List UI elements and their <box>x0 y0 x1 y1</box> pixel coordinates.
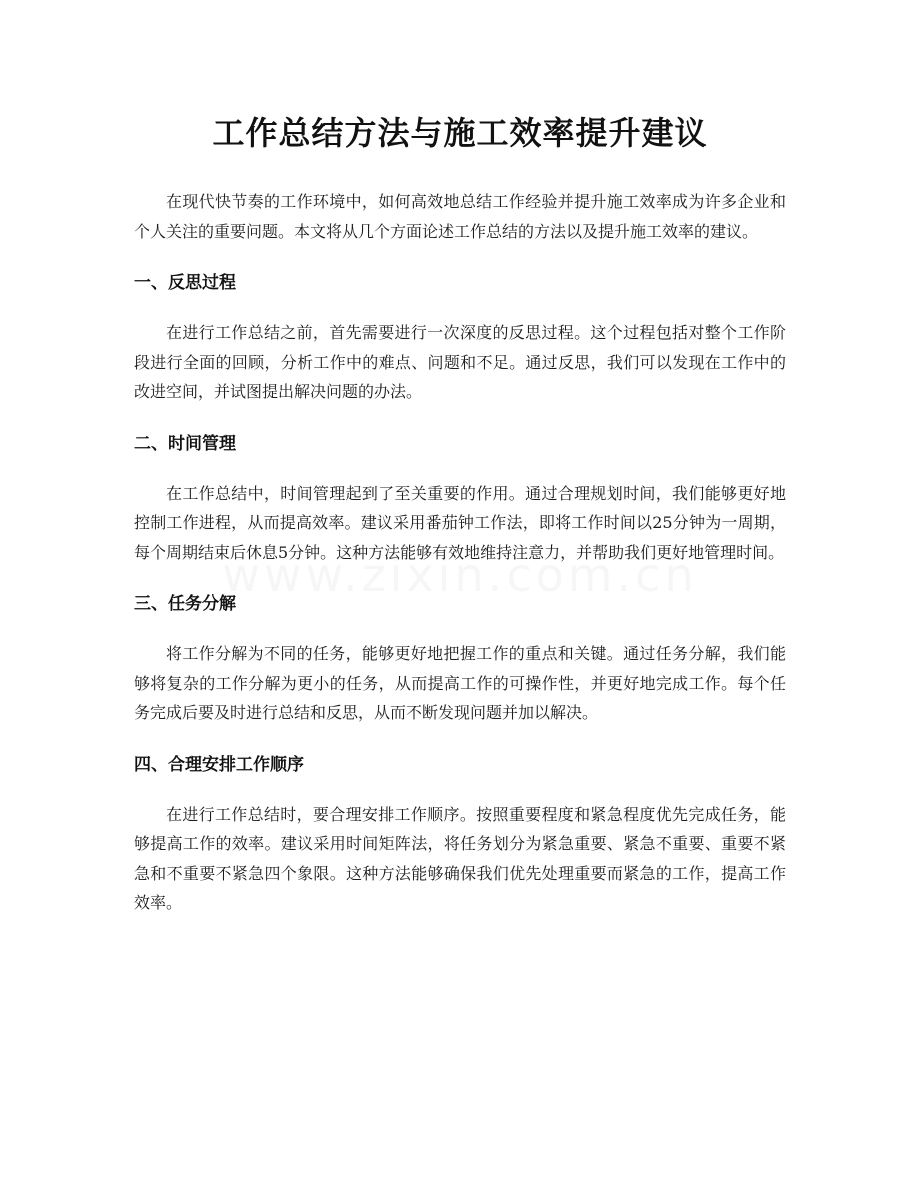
section-paragraph: 在进行工作总结之前，首先需要进行一次深度的反思过程。这个过程包括对整个工作阶段进行全面的回顾，分析工作中的难点、问题和不足。通过反思，我们可以发现在工作中的改进空间，并试图提出解决问题的办法。 <box>134 323 786 401</box>
intro-paragraph: 在现代快节奏的工作环境中，如何高效地总结工作经验并提升施工效率成为许多企业和个人关注的重要问题。本文将从几个方面论述工作总结的方法以及提升施工效率的建议。 <box>134 192 786 241</box>
section-heading: 四、合理安排工作顺序 <box>134 754 304 775</box>
section-heading: 二、时间管理 <box>134 433 236 454</box>
document-title: 工作总结方法与施工效率提升建议 <box>212 114 708 152</box>
section-heading: 三、任务分解 <box>134 594 236 614</box>
section-paragraph: 在进行工作总结时，要合理安排工作顺序。按照重要程度和紧急程度优先完成任务，能够提高工作的效率。建议采用时间矩阵法，将任务划分为紧急重要、紧急不重要、重要不紧急和不重要不紧急四个象限。这种方法能够确保我们优先处理重要而紧急的工作，提高工作效率。 <box>134 804 786 912</box>
section-work-order <box>134 751 786 918</box>
section-paragraph: 将工作分解为不同的任务，能够更好地把握工作的重点和关键。通过任务分解，我们能够将复杂的工作分解为更小的任务，从而提高工作的可操作性，并更好地完成工作。每个任务完成后要及时进行总结和反思，从而不断发现问题并加以解决。 <box>134 644 786 722</box>
section-reflection <box>134 269 786 407</box>
section-paragraph: 在工作总结中，时间管理起到了至关重要的作用。通过合理规划时间，我们能够更好地控制工作进程，从而提高效率。建议采用番茄钟工作法，即将工作时间以25分钟为一周期，每个周期结束后休息5分钟。这种方法能够有效地维持注意力，并帮助我们更好地管理时间。 <box>134 483 786 562</box>
document-content <box>134 108 786 918</box>
section-heading: 一、反思过程 <box>134 273 236 293</box>
section-task-breakdown <box>134 590 786 728</box>
section-time-management <box>134 430 786 568</box>
